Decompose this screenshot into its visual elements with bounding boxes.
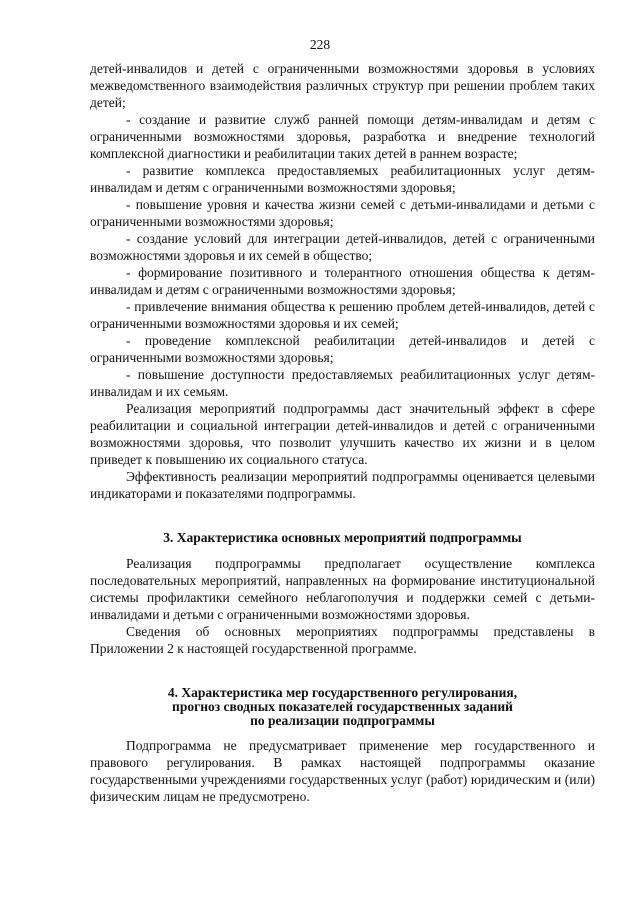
bullet-item: - формирование позитивного и толерантного отношения общества к детям-инвалидам и детям с ограниченными возможностями здоровья; — [90, 265, 595, 297]
page-number: 228 — [309, 37, 331, 52]
paragraph: Подпрограмма не предусматривает применение мер государственного и правового регулирования. В рамках настоящей подпрограммы оказание государственными учреждениями государственных услуг (работ) юридическим и (или) физическим лицам не предусмотрено. — [90, 738, 595, 804]
paragraph: Эффективность реализации мероприятий подпрограммы оценивается целевыми индикаторами и показателями подпрограммы. — [90, 469, 595, 501]
bullet-item: - повышение доступности предоставляемых реабилитационных услуг детям-инвалидам и их семьям. — [90, 367, 595, 399]
paragraph: Реализация мероприятий подпрограммы даст значительный эффект в сфере реабилитации и социальной интеграции детей-инвалидов и детей с ограниченными возможностями здоровья, что позволит улучшить качество их жизни и в целом приведет к повышению их социального статуса. — [90, 401, 595, 467]
section-4-heading-line: прогноз сводных показателей государственных заданий — [172, 699, 513, 714]
document-body — [90, 60, 595, 805]
bullet-item: - развитие комплекса предоставляемых реабилитационных услуг детям-инвалидам и детям с ограниченными возможностями здоровья; — [90, 163, 595, 195]
section-3-heading: 3. Характеристика основных мероприятий подпрограммы — [163, 530, 522, 545]
bullet-item: - создание и развитие служб ранней помощи детям-инвалидам и детям с ограниченными возможностями здоровья, разработка и внедрение технологий комплексной диагностики и реабилитации таких детей в раннем возрасте; — [90, 112, 595, 161]
section-4-heading-line: по реализации подпрограммы — [250, 713, 435, 728]
bullet-item: - повышение уровня и качества жизни семей с детьми-инвалидами и детьми с ограниченными возможностями здоровья; — [90, 197, 595, 229]
paragraph: Сведения об основных мероприятиях подпрограммы представлены в Приложении 2 к настоящей государственной программе. — [90, 624, 595, 656]
intro-continuation: детей-инвалидов и детей с ограниченными возможностями здоровья в условиях межведомственного взаимодействия различных структур при решении проблем таких детей; — [90, 61, 595, 110]
bullet-item: - создание условий для интеграции детей-инвалидов, детей с ограниченными возможностями здоровья и их семей в общество; — [90, 231, 595, 263]
bullet-item: - привлечение внимания общества к решению проблем детей-инвалидов, детей с ограниченными возможностями здоровья и их семей; — [90, 299, 595, 331]
bullet-item: - проведение комплексной реабилитации детей-инвалидов и детей с ограниченными возможностями здоровья; — [90, 333, 595, 365]
section-4-heading-line: 4. Характеристика мер государственного регулирования, — [167, 685, 518, 700]
paragraph: Реализация подпрограммы предполагает осуществление комплекса последовательных мероприятий, направленных на формирование институциональной системы профилактики семейного неблагополучия и поддержки семей с детьми-инвалидами и детьми с ограниченными возможностями здоровья. — [90, 556, 595, 622]
section-4-heading — [90, 686, 595, 728]
